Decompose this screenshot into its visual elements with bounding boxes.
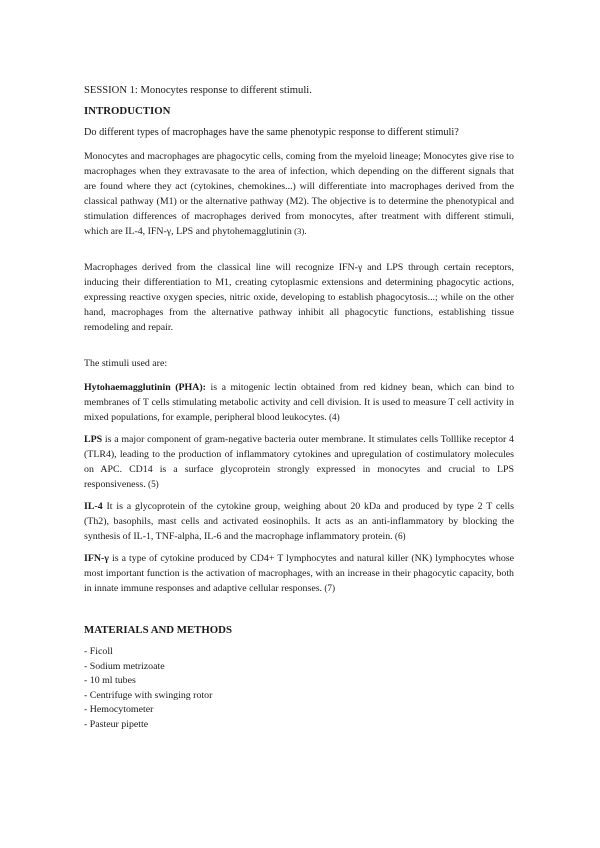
research-question: Do different types of macrophages have the same phenotypic response to different stimuli?	[84, 127, 459, 138]
stimulus-name: IFN-γ	[84, 553, 109, 564]
stimulus-name: IL-4	[84, 501, 103, 512]
stimulus-text: It is a glycoprotein of the cytokine group, weighing about 20 kDa and produced by type 2 T cells (Th2), basophils, mast cells and activated eosinophils. It acts as an anti-inflammatory by blocking the synthesis of IL-1, TNF-alpha, IL-6 and the macrophage inflammatory protein.	[84, 501, 514, 542]
stimulus-citation: (6)	[392, 531, 406, 541]
stimulus-citation: (5)	[145, 479, 159, 489]
document-page	[84, 84, 514, 733]
materials-list	[84, 645, 514, 733]
session-title: SESSION 1: Monocytes response to different stimuli.	[84, 85, 312, 96]
list-item: - Hemocytometer	[84, 704, 154, 716]
stimuli-intro: The stimuli used are:	[84, 358, 168, 369]
stimulus-il4	[84, 499, 514, 544]
intro-paragraph-1	[84, 149, 514, 239]
list-item: - Ficoll	[84, 646, 113, 657]
stimulus-text: is a type of cytokine produced by CD4+ T lymphocytes and natural killer (NK) lymphocytes whose most important function is the activation of macrophages, with an increase in their phagocytic capacity, both in innate immune responses and adaptive cellular responses.	[84, 553, 514, 594]
materials-heading: MATERIALS AND METHODS	[84, 624, 232, 636]
introduction-heading: INTRODUCTION	[84, 105, 171, 117]
stimulus-citation: (7)	[322, 583, 336, 593]
stimulus-name: Hytohaemagglutinin (PHA):	[84, 382, 206, 393]
list-item: - Pasteur pipette	[84, 718, 149, 730]
intro-paragraph-2: Macrophages derived from the classical line will recognize IFN-γ and LPS through certain receptors, inducing their differentiation to M1, creating cytoplasmic extensions and determining phagocytic actions, expressing reactive oxygen species, nitric oxide, developing to establish phagocytosis...; while on the other hand, macrophages from the alternative pathway inhibit all phagocytic functions, establishing tissue remodeling and repair.	[84, 262, 514, 333]
intro-paragraph-1-citation: (3).	[291, 226, 307, 236]
stimulus-pha	[84, 380, 514, 425]
stimulus-text: is a major component of gram-negative bacteria outer membrane. It stimulates cells Tolllike receptor 4 (TLR4), leading to the production of inflammatory cytokines and upregulation of costimulatory molecules on APC. CD14 is a surface glycoprotein strongly expressed in monocytes and crucial to LPS responsiveness.	[84, 434, 514, 490]
stimulus-text: is a mitogenic lectin obtained from red kidney bean, which can bind to membranes of T cells stimulating metabolic activity and cell division. It is used to measure T cell activity in mixed populations, for example, peripheral blood leukocytes.	[84, 382, 515, 423]
list-item: - 10 ml tubes	[84, 675, 136, 687]
intro-paragraph-1-text: Monocytes and macrophages are phagocytic cells, coming from the myeloid lineage; Monocytes give rise to macrophages when they extravasate to the area of infection, which depending on the different signals that are found where they act (cytokines, chemokines...) will differentiate into macrophages derived from the classical pathway (M1) or the alternative pathway (M2). The objective is to determine the phenotypical and stimulation differences of macrophages derived from monocytes, after treatment with different stimuli, which are IL-4, IFN-γ, LPS and phytohemagglutinin	[84, 151, 514, 237]
stimulus-lps	[84, 432, 514, 492]
stimulus-name: LPS	[84, 434, 103, 445]
stimulus-citation: (4)	[326, 412, 340, 422]
list-item: - Sodium metrizoate	[84, 660, 165, 672]
stimulus-ifn-gamma	[84, 551, 514, 596]
list-item: - Centrifuge with swinging rotor	[84, 689, 213, 701]
